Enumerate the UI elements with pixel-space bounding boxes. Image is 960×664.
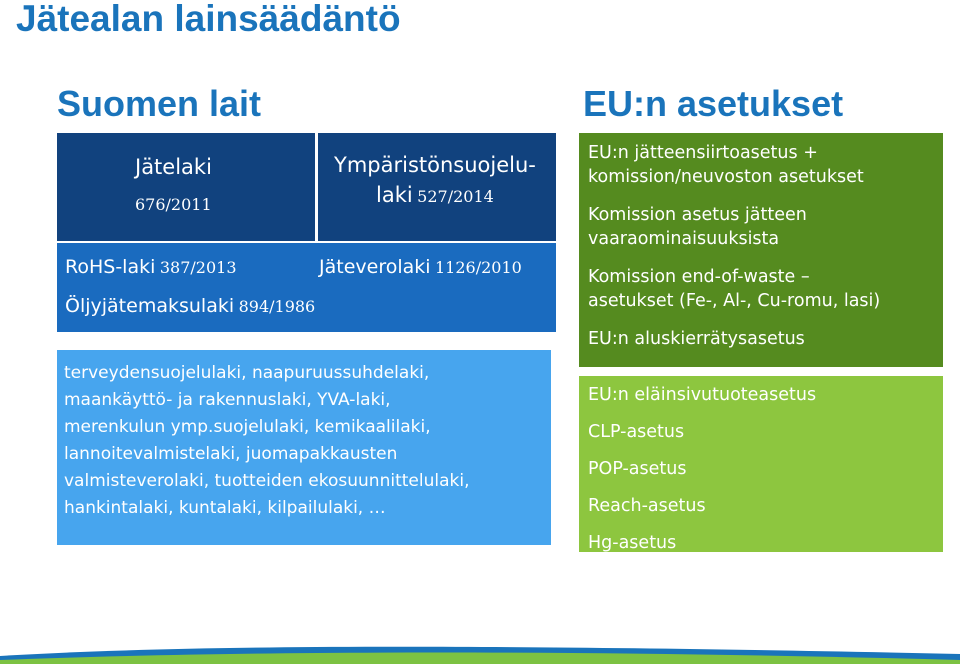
eu-regulation-line: Komission asetus jätteen: [588, 205, 807, 225]
eu-regulation-line: vaaraominaisuuksista: [588, 229, 780, 249]
other-law-line: merenkulun ymp.suojelulaki, kemikaalilaki,: [64, 417, 431, 437]
eu-regulation-line: POP-asetus: [588, 459, 687, 479]
jateverolaki-name: Jäteverolaki: [319, 256, 431, 278]
ymparistonsuojelulaki-number: 527/2014: [417, 187, 494, 206]
other-law-line: valmisteverolaki, tuotteiden ekosuunnittelulaki,: [64, 471, 470, 491]
finnish-laws-heading: Suomen lait: [57, 83, 262, 124]
eu-regulation-line: EU:n eläinsivutuoteasetus: [588, 385, 817, 405]
ymparistonsuojelulaki-name-line1: Ympäristönsuojelu-: [334, 153, 536, 177]
oljy-name: Öljyjätemaksulaki: [65, 295, 235, 317]
page-title: Jätealan lainsäädäntö: [16, 0, 401, 39]
oljy-number: 894/1986: [238, 297, 316, 316]
eu-regulations-heading: EU:n asetukset: [583, 83, 844, 124]
eu-regulation-line: EU:n aluskierrätysasetus: [588, 329, 805, 349]
rohs-law: [65, 256, 237, 278]
ymparistonsuojelulaki-box: [318, 133, 556, 241]
footer-wave-decoration: [0, 642, 960, 664]
jatelaki-box: [57, 133, 315, 241]
other-law-line: maankäyttö- ja rakennuslaki, YVA-laki,: [64, 390, 391, 410]
other-laws-box: [57, 350, 551, 545]
jateverolaki-law: [319, 256, 522, 278]
eu-waste-regulations-box: [579, 133, 943, 367]
eu-regulation-line: EU:n jätteensiirtoasetus +: [588, 143, 818, 163]
rohs-name: RoHS-laki: [65, 256, 156, 278]
eu-chemical-regulations-list: [588, 377, 816, 562]
eu-regulation-line: Hg-asetus: [588, 533, 677, 553]
eu-regulation-line: CLP-asetus: [588, 422, 685, 442]
other-laws-list: [64, 360, 469, 522]
ymparistonsuojelulaki-line2: [376, 183, 494, 207]
eu-chemical-regulations-box: [579, 376, 943, 552]
eu-regulation-line: komission/neuvoston asetukset: [588, 167, 864, 187]
eu-regulation-line: asetukset (Fe-, Al-, Cu-romu, lasi): [588, 291, 881, 311]
eu-regulation-line: Reach-asetus: [588, 496, 706, 516]
jatelaki-number: 676/2011: [135, 195, 212, 214]
other-law-line: lannoitevalmistelaki, juomapakkausten: [64, 444, 398, 464]
other-main-laws-box: [57, 243, 556, 332]
jateverolaki-number: 1126/2010: [435, 258, 522, 277]
eu-regulation-line: Komission end-of-waste –: [588, 267, 810, 287]
jatelaki-name: Jätelaki: [135, 155, 212, 179]
oljyjatemaksulaki-law: [65, 295, 315, 317]
other-law-line: terveydensuojelulaki, naapuruussuhdelaki,: [64, 363, 430, 383]
ymparistonsuojelulaki-name-line2: laki: [376, 183, 413, 207]
rohs-number: 387/2013: [159, 258, 237, 277]
eu-waste-regulations-list: [588, 141, 880, 351]
other-law-line: hankintalaki, kuntalaki, kilpailulaki, …: [64, 498, 386, 518]
